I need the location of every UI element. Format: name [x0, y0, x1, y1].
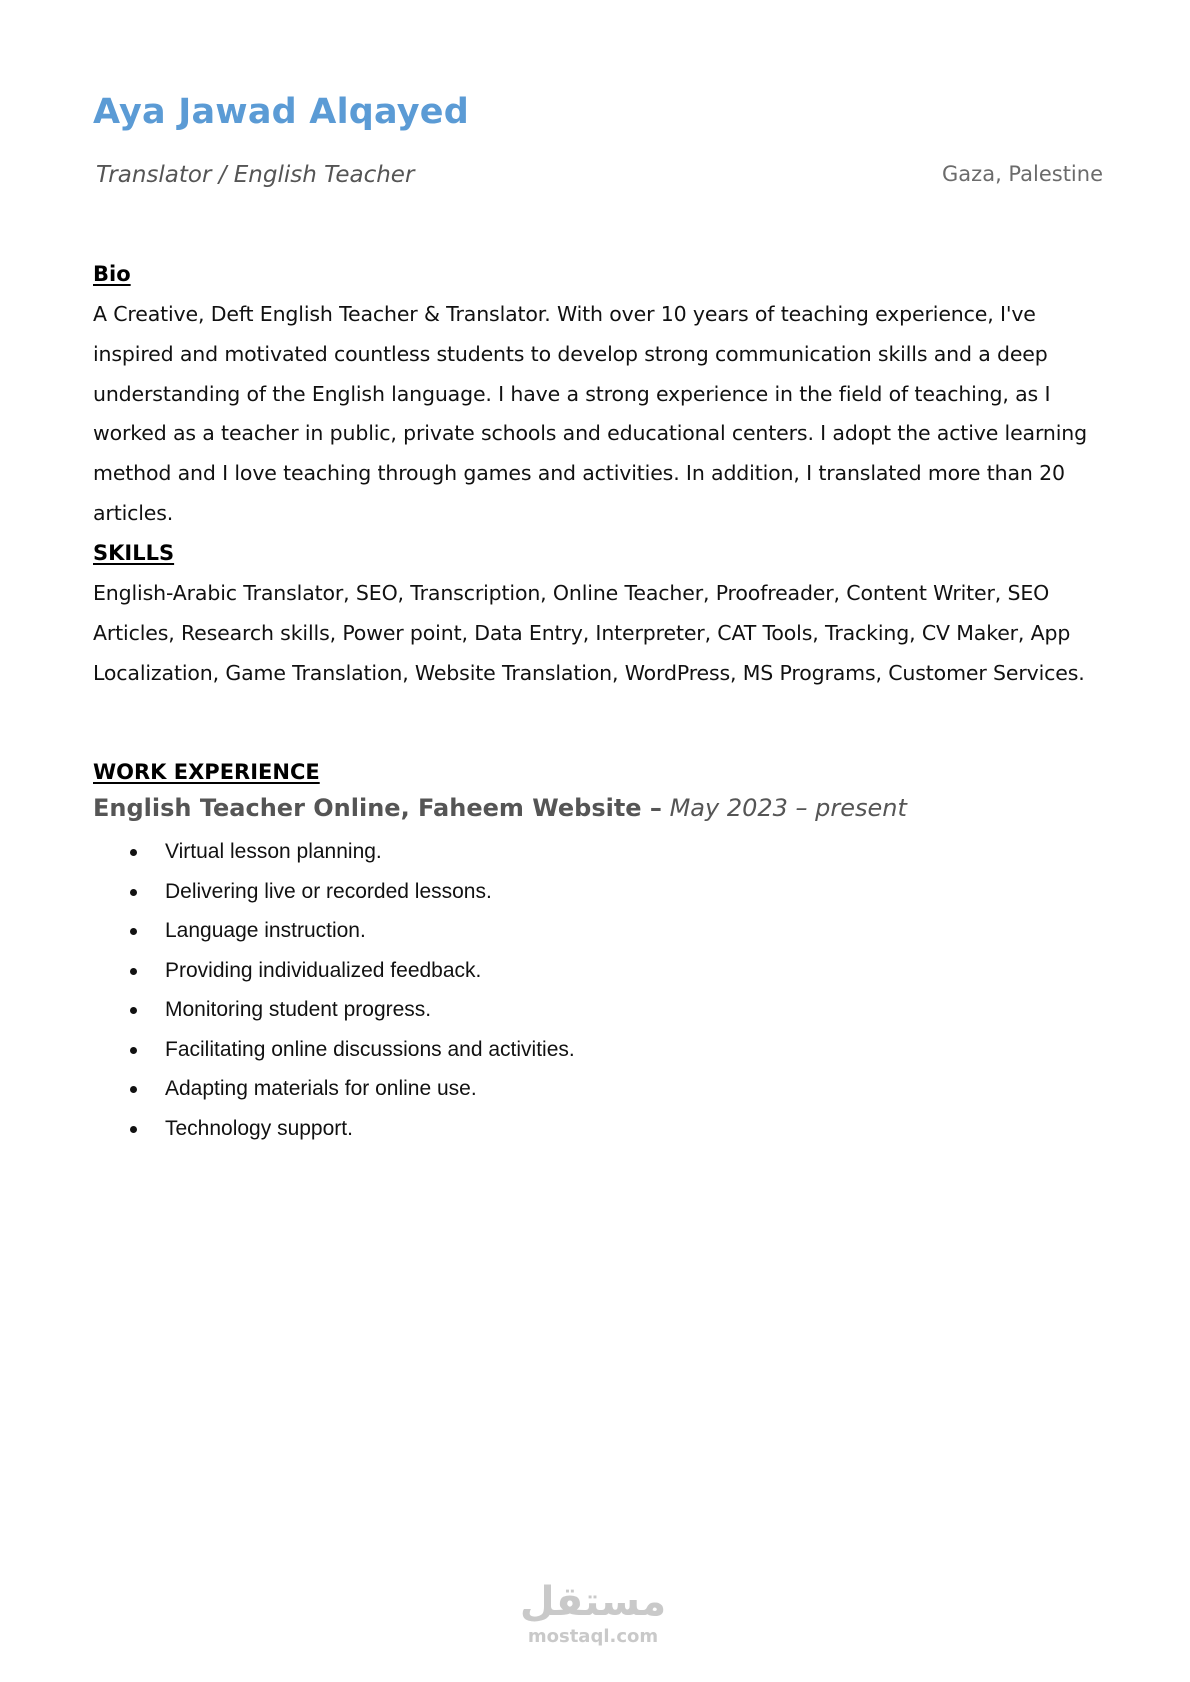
job-title-line [93, 794, 1103, 822]
bullet-icon [130, 1007, 137, 1014]
list-item [93, 872, 1103, 912]
bullet-icon [130, 889, 137, 896]
duty-text: Facilitating online discussions and activities. [165, 1037, 575, 1061]
list-item [93, 1030, 1103, 1070]
list-item [93, 951, 1103, 991]
work-experience-heading: WORK EXPERIENCE [93, 760, 320, 784]
duty-text: Adapting materials for online use. [165, 1077, 477, 1100]
list-item [93, 1069, 1103, 1109]
candidate-location: Gaza, Palestine [942, 162, 1103, 186]
bio-text: A Creative, Deft English Teacher & Translator. With over 10 years of teaching experience, I've inspired and motivated countless students to develop strong communication skills and a deep understanding of the English language. I have a strong experience in the field of teaching, as I worked as a teacher in public, private schools and educational centers. I adopt the active learning method and I love teaching through games and activities. In addition, I translated more than 20 articles. [93, 302, 1087, 525]
bullet-icon [130, 928, 137, 935]
bullet-icon [130, 968, 137, 975]
bullet-icon [130, 849, 137, 856]
bullet-icon [130, 1047, 137, 1054]
candidate-role: Translator / English Teacher [96, 162, 415, 188]
bio-section [93, 262, 1103, 534]
skills-section [93, 541, 1103, 693]
list-item [93, 990, 1103, 1030]
job-dates: May 2023 – present [669, 794, 907, 822]
duty-text: Providing individualized feedback. [165, 958, 482, 982]
list-item [93, 832, 1103, 872]
bio-heading: Bio [93, 262, 131, 286]
duty-text: Technology support. [165, 1116, 353, 1140]
candidate-name: Aya Jawad Alqayed [93, 92, 469, 132]
mostaql-watermark [518, 1578, 668, 1648]
work-experience-section [93, 760, 1103, 1148]
duty-text: Monitoring student progress. [165, 998, 432, 1021]
watermark-url: mostaql.com [527, 1626, 659, 1647]
duty-text: Delivering live or recorded lessons. [165, 879, 492, 903]
duty-text: Language instruction. [165, 919, 366, 942]
job-title: English Teacher Online, Faheem Website – [93, 794, 662, 822]
list-item [93, 1109, 1103, 1149]
skills-text: English-Arabic Translator, SEO, Transcription, Online Teacher, Proofreader, Content Writer, SEO Articles, Research skills, Power point, Data Entry, Interpreter, CAT Tools, Tracking, CV Maker, App Localization, Game Translation, Website Translation, WordPress, MS Programs, Customer Services. [93, 581, 1085, 685]
skills-heading: SKILLS [93, 541, 175, 565]
job-duties-list [93, 832, 1103, 1148]
bullet-icon [130, 1126, 137, 1133]
job-entry [93, 794, 1103, 1148]
bullet-icon [130, 1086, 137, 1093]
list-item [93, 911, 1103, 951]
watermark-logo: مستقل [519, 1579, 667, 1625]
duty-text: Virtual lesson planning. [165, 840, 382, 863]
